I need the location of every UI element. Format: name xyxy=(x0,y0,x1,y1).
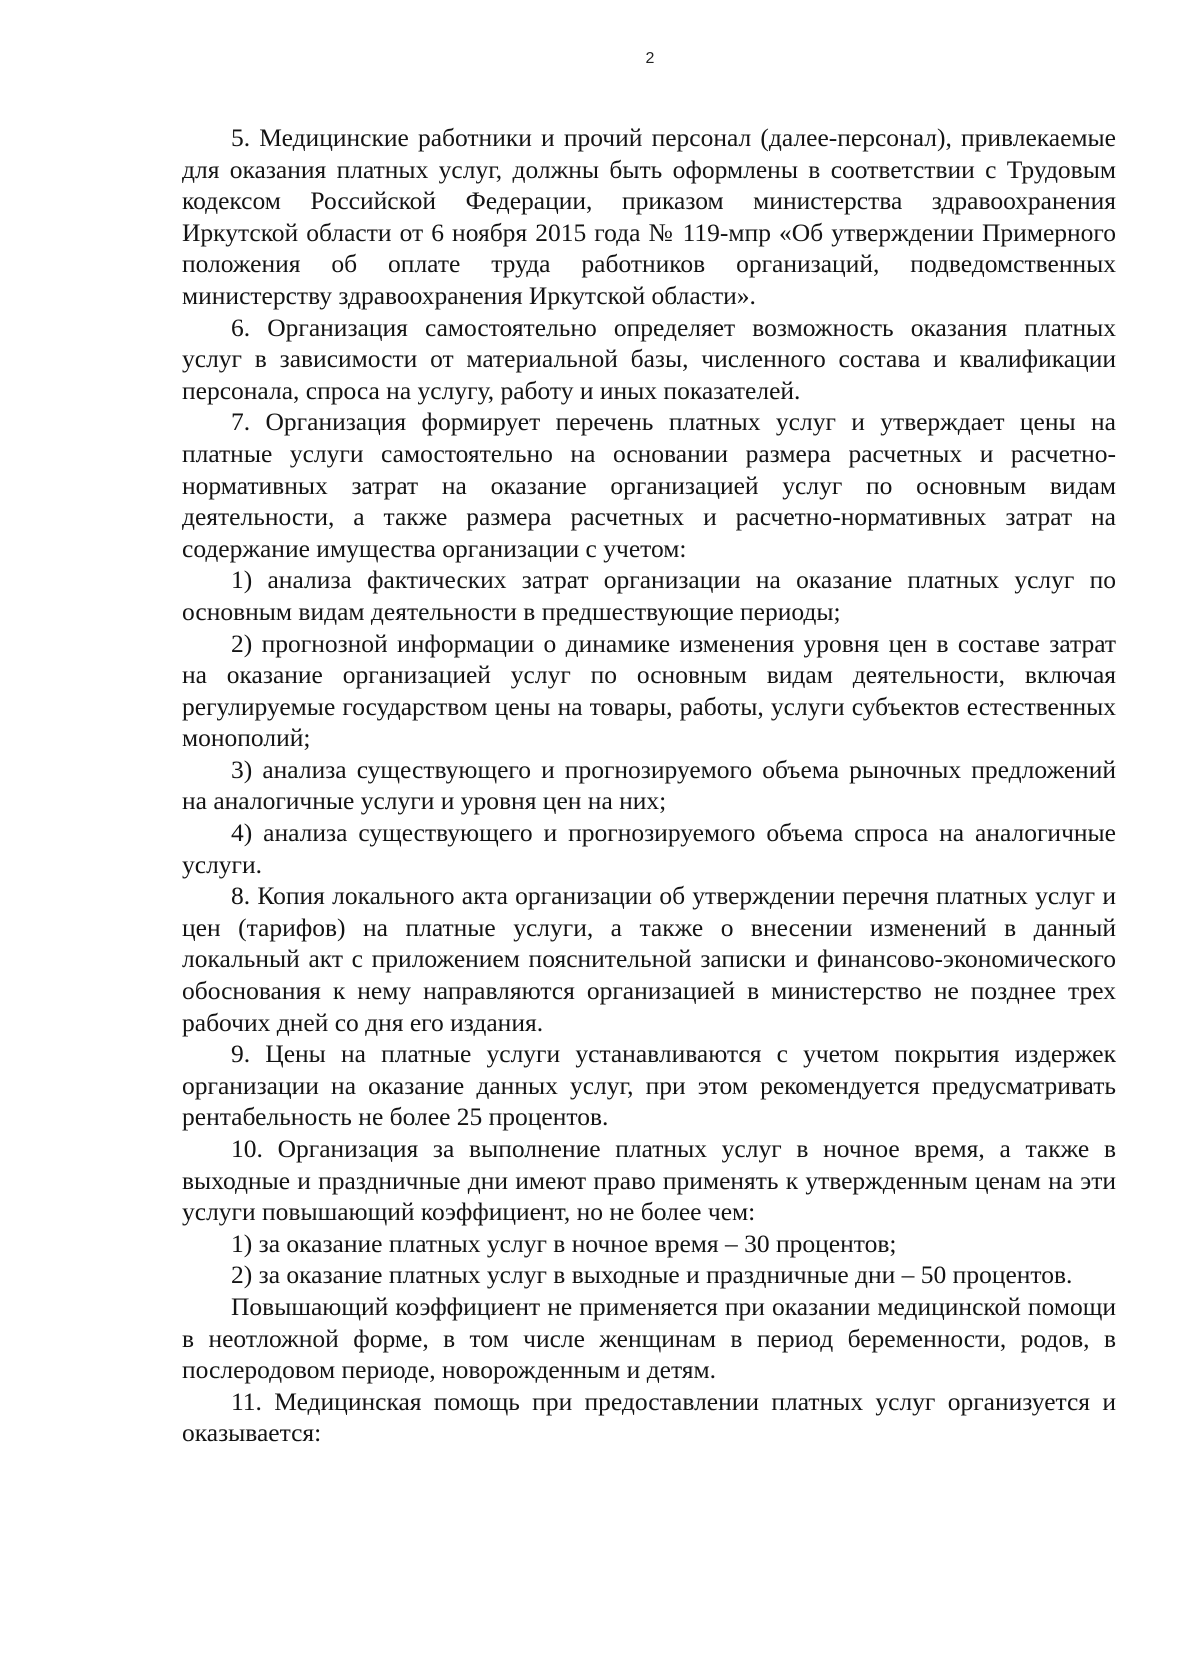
paragraph-6: 6. Организация самостоятельно определяет возможность оказания платных услуг в зависимости от материальной базы, численного состава и квалификации персонала, спроса на услугу, работу и иных показателей. xyxy=(182,312,1116,405)
paragraph-9: 9. Цены на платные услуги устанавливаются с учетом покрытия издержек организации на оказание данных услуг, при этом рекомендуется предусматривать рентабельность не более 25 процентов. xyxy=(182,1039,1116,1132)
paragraph-7-item-3: 3) анализа существующего и прогнозируемого объема рыночных предложений на аналогичные услуги и уровня цен на них; xyxy=(182,754,1116,816)
paragraph-10-item-1: 1) за оказание платных услуг в ночное время – 30 процентов; xyxy=(231,1228,897,1258)
paragraph-10-item-2: 2) за оказание платных услуг в выходные и праздничные дни – 50 процентов. xyxy=(231,1260,1073,1290)
paragraph-7-item-1: 1) анализа фактических затрат организации на оказание платных услуг по основным видам деятельности в предшествующие периоды; xyxy=(182,565,1116,626)
paragraph-11: 11. Медицинская помощь при предоставлении платных услуг организуется и оказывается: xyxy=(182,1386,1116,1448)
paragraph-10: 10. Организация за выполнение платных услуг в ночное время, а также в выходные и праздничные дни имеют право применять к утвержденным ценам на эти услуги повышающий коэффициент, но не более чем: xyxy=(182,1134,1116,1227)
paragraph-7-item-2: 2) прогнозной информации о динамике изменения уровня цен в составе затрат на оказание организацией услуг по основным видам деятельности, включая регулируемые государством цены на товары, работы, услуги субъектов естественных монополий; xyxy=(182,628,1116,753)
paragraph-8: 8. Копия локального акта организации об утверждении перечня платных услуг и цен (тарифов) на платные услуги, а также о внесении изменений в данный локальный акт с приложением пояснительной записки и финансово-экономического обоснования к нему направляются организацией в министерство не позднее трех рабочих дней со дня его издания. xyxy=(182,881,1116,1037)
paragraph-7: 7. Организация формирует перечень платных услуг и утверждает цены на платные услуги самостоятельно на основании размера расчетных и расчетно-нормативных затрат на оказание организацией услуг по основным видам деятельности, а также размера расчетных и расчетно-нормативных затрат на содержание имущества организации с учетом: xyxy=(182,407,1116,563)
paragraph-5: 5. Медицинские работники и прочий персонал (далее-персонал), привлекаемые для оказания платных услуг, должны быть оформлены в соответствии с Трудовым кодексом Российской Федерации, приказом министерства здравоохранения Иркутской области от 6 ноября 2015 года № 119-мпр «Об утверждении Примерного положения об оплате труда работников организаций, подведомственных министерству здравоохранения Иркутской области». xyxy=(182,123,1116,310)
paragraph-10-note: Повышающий коэффициент не применяется при оказании медицинской помощи в неотложной форме, в том числе женщинам в период беременности, родов, в послеродовом периоде, новорожденным и детям. xyxy=(182,1291,1116,1385)
paragraph-7-item-4: 4) анализа существующего и прогнозируемого объема спроса на аналогичные услуги. xyxy=(182,818,1116,879)
page-number: 2 xyxy=(645,50,655,67)
document-body xyxy=(182,122,1116,1449)
